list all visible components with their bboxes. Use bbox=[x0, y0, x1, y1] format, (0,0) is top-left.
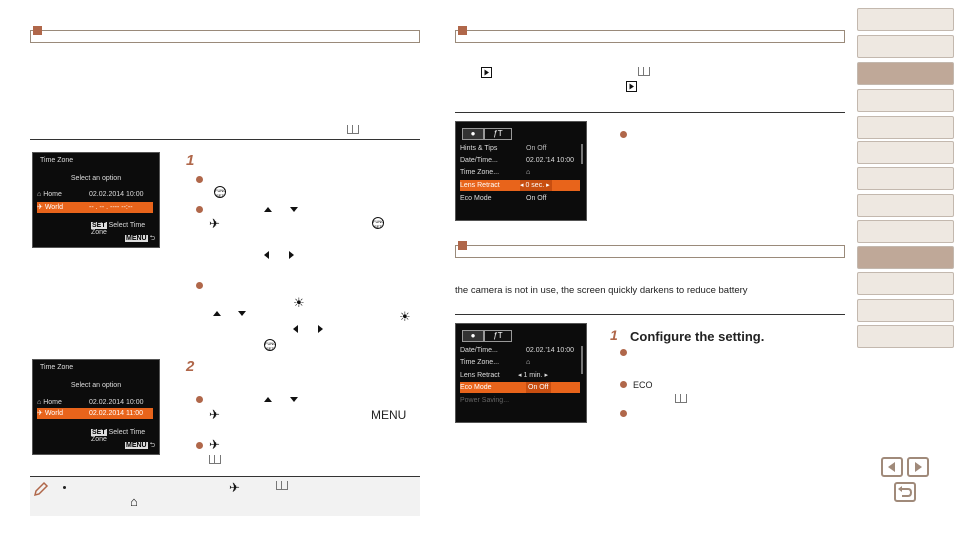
section-header-bar bbox=[455, 245, 845, 258]
up-arrow-icon bbox=[264, 397, 272, 402]
section-header-bar bbox=[455, 30, 845, 43]
playback-button-icon bbox=[626, 81, 637, 92]
sidebar-item-8[interactable] bbox=[857, 194, 954, 217]
step-title: Configure the setting. bbox=[630, 329, 765, 344]
row-home[interactable]: ⌂ Home 02.02.2014 10:00 bbox=[37, 191, 144, 198]
sidebar-item-6[interactable] bbox=[857, 141, 954, 164]
camera-screen-time-zone-1 bbox=[32, 152, 160, 248]
bullet bbox=[620, 131, 627, 138]
menu-row-selected[interactable]: Eco Mode On Off bbox=[460, 382, 580, 393]
right-arrow-icon bbox=[318, 325, 323, 333]
camera-screen-time-zone-2 bbox=[32, 359, 160, 455]
set-footer: SET Select Time Zone bbox=[91, 222, 146, 236]
note-bullet bbox=[63, 486, 66, 489]
sidebar-item-7[interactable] bbox=[857, 167, 954, 190]
menu-row[interactable]: Time Zone... ⌂ bbox=[460, 359, 531, 366]
next-page-button[interactable] bbox=[907, 457, 929, 477]
bullet bbox=[620, 349, 627, 356]
menu-row[interactable]: Hints & Tips On Off bbox=[460, 145, 547, 152]
sidebar-item-4[interactable] bbox=[857, 89, 954, 112]
sidebar-item-1[interactable] bbox=[857, 8, 954, 31]
camera-tab-icon[interactable]: ● bbox=[462, 330, 484, 342]
bullet bbox=[196, 282, 203, 289]
bullet bbox=[196, 176, 203, 183]
menu-button-label: MENU bbox=[371, 408, 407, 422]
menu-row[interactable]: Date/Time... 02.02.'14 10:00 bbox=[460, 157, 575, 164]
home-icon: ⌂ bbox=[37, 191, 42, 198]
bullet bbox=[196, 442, 203, 449]
return-button[interactable] bbox=[894, 482, 916, 502]
plane-icon: ✈ bbox=[37, 410, 43, 417]
sidebar-item-13[interactable] bbox=[857, 325, 954, 348]
menu-row[interactable]: Power Saving... bbox=[460, 397, 510, 404]
row-world[interactable]: ✈ World 02.02.2014 11:00 bbox=[37, 408, 153, 419]
bullet bbox=[620, 410, 627, 417]
menu-footer: MENU ⮌ bbox=[126, 442, 156, 449]
return-icon: ⮌ bbox=[149, 235, 156, 242]
menu-row[interactable]: Lens Retract ◂ 1 min. ▸ bbox=[460, 372, 548, 379]
daylight-saving-off-icon: ☀ bbox=[293, 295, 305, 310]
screen-title: Time Zone bbox=[40, 364, 74, 371]
eco-paragraph: the camera is not in use, the screen quickly darkens to reduce battery bbox=[455, 285, 748, 296]
plane-icon: ✈ bbox=[209, 437, 220, 452]
camera-tab-icon[interactable]: ● bbox=[462, 128, 484, 140]
home-icon: ⌂ bbox=[130, 494, 138, 509]
screen-prompt: Select an option bbox=[70, 175, 122, 182]
bullet bbox=[196, 396, 203, 403]
sidebar-item-12[interactable] bbox=[857, 299, 954, 322]
sidebar-item-11[interactable] bbox=[857, 272, 954, 295]
bullet bbox=[196, 206, 203, 213]
home-icon: ⌂ bbox=[37, 399, 42, 406]
scrollbar[interactable] bbox=[581, 346, 583, 374]
step-number-1: 1 bbox=[610, 327, 618, 343]
divider bbox=[30, 139, 420, 140]
divider bbox=[455, 112, 845, 113]
scrollbar[interactable] bbox=[581, 144, 583, 164]
step-number-1: 1 bbox=[186, 152, 195, 169]
sidebar-item-10[interactable] bbox=[857, 246, 954, 269]
page-ref-icon[interactable] bbox=[209, 455, 221, 464]
func-set-button-icon: FUNC SET bbox=[215, 188, 227, 198]
left-arrow-icon bbox=[293, 325, 298, 333]
plane-icon: ✈ bbox=[209, 407, 220, 422]
page-ref-icon[interactable] bbox=[638, 67, 650, 76]
sidebar-item-3[interactable] bbox=[857, 62, 954, 85]
daylight-saving-icon: ☀ bbox=[399, 309, 411, 324]
left-arrow-icon bbox=[264, 251, 269, 259]
plane-icon: ✈ bbox=[37, 204, 43, 211]
page-ref-icon[interactable] bbox=[347, 125, 359, 134]
screen-prompt: Select an option bbox=[70, 382, 122, 389]
menu-row[interactable]: Time Zone... ⌂ bbox=[460, 169, 531, 176]
sidebar-item-5[interactable] bbox=[857, 116, 954, 139]
bullet bbox=[620, 381, 627, 388]
setup-tab[interactable]: ƒT bbox=[484, 128, 512, 140]
row-world[interactable]: ✈ World -- . -- . ---- --:-- bbox=[37, 202, 153, 213]
setup-tab[interactable]: ƒT bbox=[484, 330, 512, 342]
return-icon: ⮌ bbox=[149, 442, 156, 449]
section-header-bar bbox=[30, 30, 420, 43]
page-ref-icon[interactable] bbox=[276, 481, 288, 490]
right-arrow-icon bbox=[289, 251, 294, 259]
up-arrow-icon bbox=[264, 207, 272, 212]
page-ref-icon[interactable] bbox=[675, 394, 687, 403]
row-home[interactable]: ⌂ Home 02.02.2014 10:00 bbox=[37, 399, 144, 406]
divider bbox=[455, 314, 845, 315]
func-set-button-icon: FUNC SET bbox=[373, 219, 385, 229]
screen-title: Time Zone bbox=[40, 157, 74, 164]
up-arrow-icon bbox=[213, 311, 221, 316]
prev-page-button[interactable] bbox=[881, 457, 903, 477]
plane-icon: ✈ bbox=[229, 480, 240, 495]
plane-icon: ✈ bbox=[209, 216, 220, 231]
menu-footer: MENU ⮌ bbox=[126, 235, 156, 242]
menu-row-selected[interactable]: Lens Retract ◂ 0 sec. ▸ bbox=[460, 180, 580, 191]
down-arrow-icon bbox=[290, 397, 298, 402]
step-number-2: 2 bbox=[186, 358, 195, 375]
func-set-button-icon: FUNC SET bbox=[265, 341, 277, 351]
arrow-left-icon bbox=[883, 459, 901, 475]
eco-icon-label: ECO bbox=[633, 380, 653, 390]
note-box bbox=[30, 476, 420, 516]
divider bbox=[30, 476, 420, 477]
set-footer: SET Select Time Zone bbox=[91, 429, 146, 443]
down-arrow-icon bbox=[290, 207, 298, 212]
camera-screen-eco-mode bbox=[455, 323, 587, 423]
menu-row[interactable]: Eco Mode On Off bbox=[460, 195, 547, 202]
menu-row[interactable]: Date/Time... 02.02.'14 10:00 bbox=[460, 347, 575, 354]
camera-screen-lens-retract bbox=[455, 121, 587, 221]
down-arrow-icon bbox=[238, 311, 246, 316]
arrow-right-icon bbox=[909, 459, 927, 475]
sidebar-item-2[interactable] bbox=[857, 35, 954, 58]
playback-button-icon bbox=[481, 67, 492, 78]
pencil-note-icon bbox=[33, 481, 49, 497]
sidebar-item-9[interactable] bbox=[857, 220, 954, 243]
return-icon bbox=[896, 484, 914, 500]
